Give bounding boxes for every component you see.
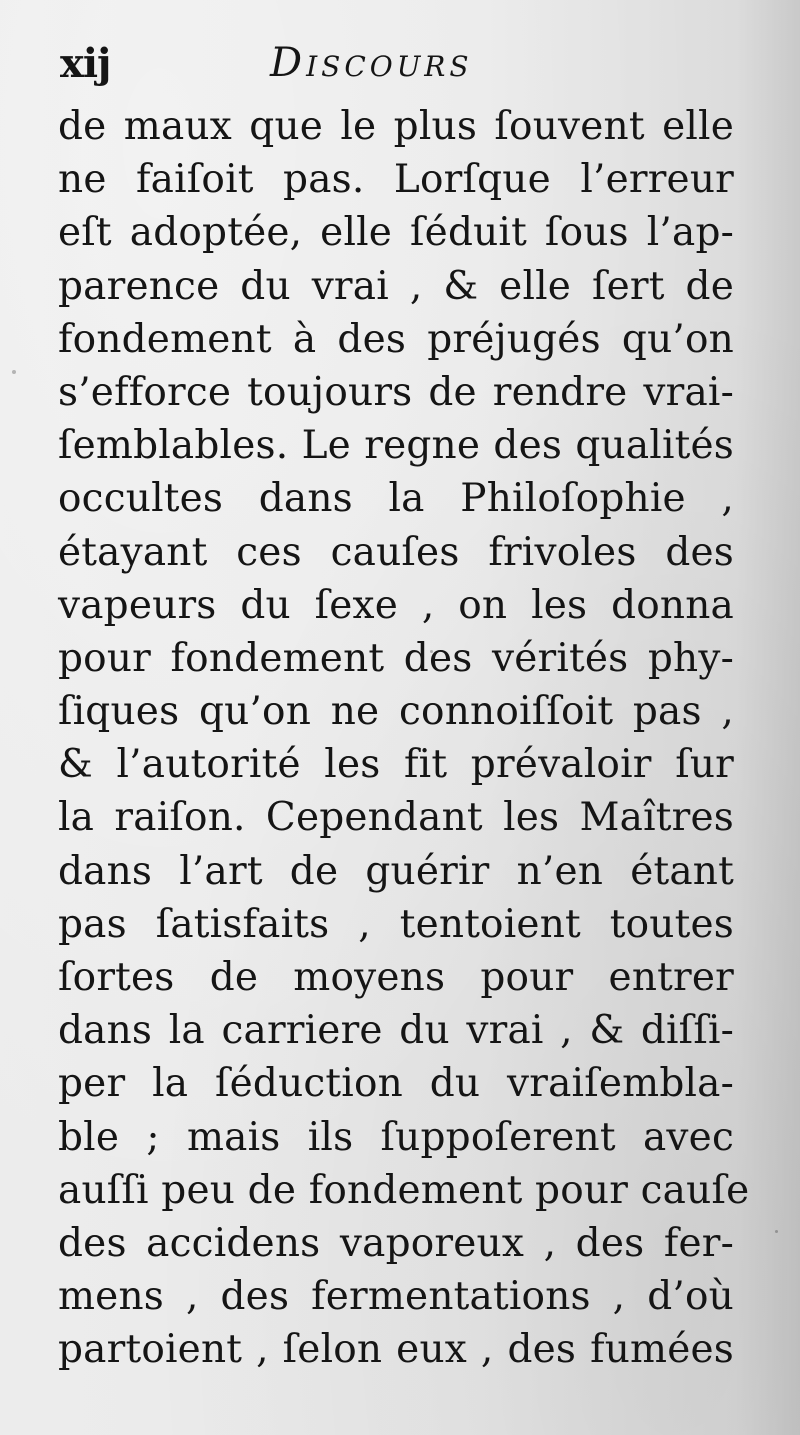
text-line (58, 1004, 734, 1057)
text-line (58, 898, 734, 951)
text-segment: s’efforce toujours de rendre vrai- (58, 369, 734, 415)
ink-speck (12, 370, 16, 374)
text-line (58, 1323, 734, 1376)
text-segment: ne faiſoit pas. Lorſque l’erreur (58, 157, 734, 203)
ink-speck (430, 650, 433, 653)
text-line (58, 1270, 734, 1323)
text-line (58, 153, 734, 206)
text-segment: dans la carriere du vrai , & diſſi- (58, 1008, 734, 1054)
text-line (58, 100, 734, 153)
text-segment: parence du vrai , & elle ſert de (58, 263, 734, 309)
text-line (58, 738, 734, 791)
text-segment: ſortes de moyens pour entrer (58, 955, 734, 1000)
text-line (58, 260, 734, 313)
italic-phrase: qualités (575, 423, 734, 469)
text-segment: auſſi peu de fondement pour cauſe (58, 1167, 750, 1213)
text-segment: per la ſéduction du vraiſembla- (58, 1061, 734, 1107)
text-segment: dans la Philoſophie , (223, 476, 734, 522)
page-header (60, 40, 740, 100)
text-segment: eſt adoptée, elle ſéduit ſous l’ap- (58, 210, 734, 256)
body-text (58, 100, 750, 1377)
running-title: Discours (270, 40, 473, 86)
text-segment: de maux que le plus ſouvent elle (58, 104, 734, 149)
text-segment: étayant ces cauſes frivoles des (58, 529, 734, 575)
text-segment: ſiques qu’on ne connoiſſoit pas , (58, 689, 734, 735)
text-segment: la raiſon. Cependant les Maîtres (58, 795, 734, 841)
text-line (58, 579, 734, 632)
text-line (58, 632, 734, 685)
text-segment: dans l’art de guérir n’en étant (58, 848, 734, 894)
text-line (58, 791, 734, 844)
text-segment: des accidens vaporeux , des fer- (58, 1220, 734, 1266)
text-segment: partoient , ſelon eux , des fumées (58, 1327, 734, 1373)
ink-speck (775, 1230, 778, 1233)
text-line (58, 366, 734, 419)
text-segment: vapeurs du ſexe , on les donna (58, 582, 734, 628)
text-segment: pas ſatisfaits , tentoient toutes (58, 901, 734, 947)
text-segment: pour fondement des vérités phy- (58, 635, 734, 681)
text-line (58, 951, 734, 1004)
text-line (58, 685, 734, 738)
text-line (58, 313, 734, 366)
page-number: xij (60, 40, 111, 87)
text-line (58, 526, 734, 579)
text-line (58, 845, 734, 898)
text-segment: fondement à des préjugés qu’on (58, 316, 734, 362)
text-line (58, 1111, 734, 1164)
text-line (58, 1164, 750, 1217)
text-line (58, 206, 734, 259)
text-line (58, 1217, 734, 1270)
text-segment: & l’autorité les fit prévaloir ſur (58, 742, 734, 788)
italic-phrase: occultes (58, 476, 224, 522)
text-line (58, 472, 734, 525)
text-segment: ble ; mais ils ſuppoſerent avec (58, 1114, 734, 1160)
text-segment: ſemblables. Le regne des (58, 423, 576, 469)
text-segment: mens , des fermentations , d’où (58, 1274, 734, 1320)
text-line (58, 1057, 734, 1110)
text-line (58, 419, 734, 472)
